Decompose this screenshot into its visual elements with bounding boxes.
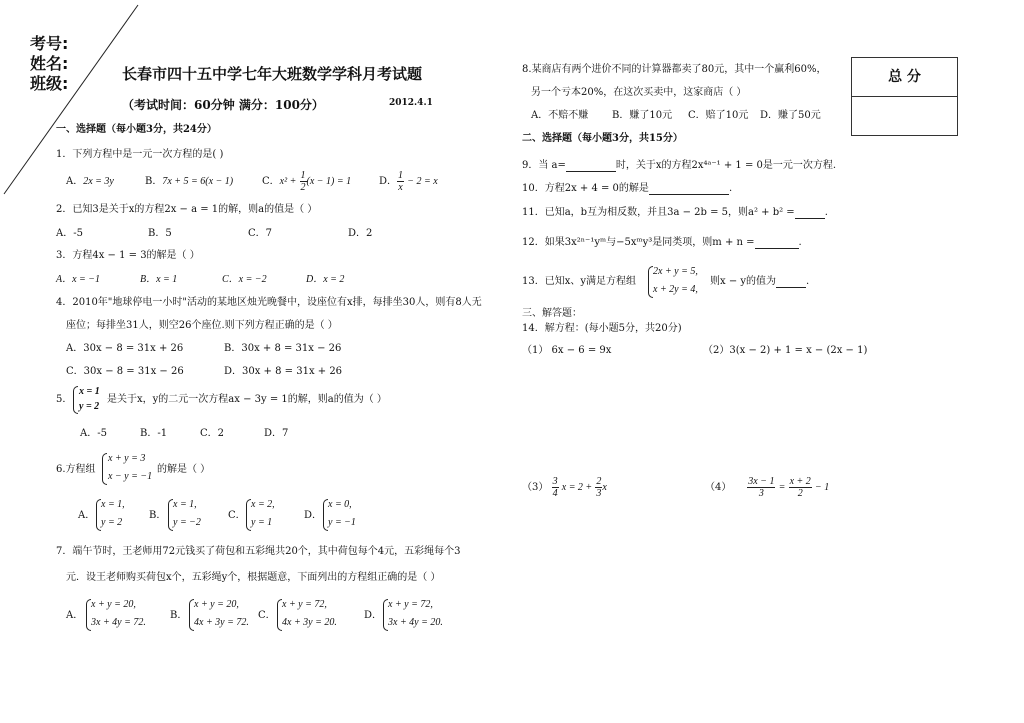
q7-option-c-label[interactable]: C． [258,610,276,621]
q6-option-c-line2: y = 1 [251,517,273,528]
q7-option-b-label[interactable]: B． [170,610,188,621]
q5-option-c[interactable]: C．2 [200,428,225,439]
q7-option-b-line1: x + y = 20, [194,599,239,610]
q5-option-b[interactable]: B．-1 [140,428,168,439]
q12 [522,236,802,249]
q14-part3-frac1: $\frac{3}{4}$ [552,476,558,499]
q7-option-a-label[interactable]: A． [66,610,84,621]
q3-option-c[interactable]: C．x = −2 [222,274,267,285]
page-title: 长春市四十五中学七年大班数学学科月考试题 [122,65,423,83]
q1-stem: 1．下列方程中是一元一次方程的是( ) [56,149,224,160]
q12-pre: 12．如果3x²ⁿ⁻¹yᵐ与−5xᵐy³是同类项，则m + n = [522,237,755,248]
q2-option-b[interactable]: B．5 [148,228,172,239]
q9-pre: 9．当 a= [522,160,566,171]
q8-option-d[interactable]: D．赚了50元 [760,110,821,121]
q13-system-line1: 2x + y = 5, [653,266,698,277]
q7-option-a-line2: 3x + 4y = 72. [91,617,146,628]
q8-stem-line1: 8.某商店有两个进价不同的计算器都卖了80元，其中一个赢利60%， [522,64,827,75]
section2-heading: 二、选择题（每小题3分，共15分） [522,133,683,144]
q6-option-b-line2: y = −2 [173,517,201,528]
q6-option-b-line1: x = 1, [173,499,197,510]
q1-option-d[interactable]: D． $\frac{1}{x}$ − 2 = x [379,170,438,193]
q11 [522,206,828,219]
q11-answer-blank[interactable] [795,207,825,219]
exam-info: （考试时间：60分钟 满分：100分） [122,98,324,112]
q4-option-b[interactable]: B．30x + 8 = 31x − 26 [224,343,342,354]
q11-post: . [824,207,828,218]
q12-answer-blank[interactable] [755,237,799,249]
q4-option-c[interactable]: C．30x − 8 = 31x − 26 [66,366,184,377]
q7-option-b-line2: 4x + 3y = 72. [194,617,249,628]
q10-post: . [728,183,733,194]
q2-stem: 2．已知3是关于x的方程2x − a = 1的解，则a的值是（ ） [56,204,318,215]
q6-stem-post: 的解是（ ） [157,464,211,475]
q14-part4-end: − 1 [814,482,830,493]
q3-option-b[interactable]: B．x = 1 [140,274,178,285]
q5-brace [73,386,78,414]
q13-end: . [806,276,810,287]
q9 [522,159,836,172]
q7-option-c-line2: 4x + 3y = 20. [282,617,337,628]
q6-option-a-line1: x = 1, [101,499,125,510]
q14-part3-label: （3） [522,482,549,493]
q14-stem: 14．解方程：(每小题5分，共20分) [522,323,682,334]
q2-option-d[interactable]: D．2 [348,228,373,239]
q13-pre: 13．已知x、y满足方程组 [522,276,637,287]
total-score-box [851,57,958,136]
q1-option-b[interactable]: B．7x + 5 = 6(x − 1) [145,176,234,187]
q14-part4 [705,476,829,499]
q6-option-d-line2: y = −1 [328,517,356,528]
q14-part1: （1） 6x − 6 = 9x [522,345,612,356]
q14-part4-label: （4） [705,482,732,493]
q7-stem-line1: 7．端午节时，王老师用72元钱买了荷包和五彩绳共20个，其中荷包每个4元，五彩绳每个3 [56,546,461,557]
q14-part3-mid: x = 2 + [561,482,593,493]
q6-option-d-line1: x = 0, [328,499,352,510]
q7-option-a-line1: x + y = 20, [91,599,136,610]
q2-option-a[interactable]: A．-5 [56,228,83,239]
q14-part3-end: x [602,482,607,493]
q6-system-line2: x − y = −1 [108,471,153,482]
q2-option-c[interactable]: C．7 [248,228,273,239]
q11-pre: 11．已知a，b互为相反数，并且3a − 2b = 5，则a² + b² = [522,207,795,218]
q5-system-line2: y = 2 [79,401,100,412]
q5-option-a[interactable]: A．-5 [80,428,107,439]
q13-answer-blank[interactable] [776,276,806,288]
q6-system-line1: x + y = 3 [108,453,146,464]
q3-option-a[interactable]: A．x = −1 [56,274,101,285]
q9-post: 时，关于x的方程2x⁴ᵃ⁻¹ + 1 = 0是一元一次方程. [615,160,837,171]
q10 [522,182,732,195]
q6-option-a-label[interactable]: A． [78,510,96,521]
class-label: 班级: [30,74,69,93]
q7-option-d-line1: x + y = 72, [388,599,433,610]
section3-heading: 三、解答题： [522,308,582,319]
q6-stem-pre: 6.方程组 [56,464,96,475]
q14-part2: （2）3(x − 2) + 1 = x − (2x − 1) [703,345,868,356]
q6-option-b-label[interactable]: B． [149,510,167,521]
q14-part3-frac2: $\frac{2}{3}$ [596,476,602,499]
total-score-label: 总 分 [852,58,957,97]
exam-date: 2012.4.1 [389,98,433,108]
q6-option-d-label[interactable]: D． [304,510,323,521]
q4-stem-line1: 4．2010年"地球停电一小时"活动的某地区烛光晚餐中，设座位有x排，每排坐30人，则有8人无 [56,297,482,308]
q8-stem-line2: 另一个亏本20%，在这次买卖中，这家商店（ ） [531,87,747,98]
name-label: 姓名: [30,54,69,73]
q8-option-c[interactable]: C．赔了10元 [688,110,749,121]
q1-option-c[interactable]: C．x² + $\frac{1}{2}$ (x − 1) = 1 [262,170,352,193]
q4-option-d[interactable]: D．30x + 8 = 31x + 26 [224,366,343,377]
student-info-labels [30,34,68,94]
q4-option-a[interactable]: A．30x − 8 = 31x + 26 [66,343,184,354]
section1-heading: 一、选择题（每小题3分，共24分） [56,124,217,135]
q12-post: . [798,237,802,248]
q1-option-a[interactable]: A．2x = 3y [66,176,114,187]
q14-part4-mid: = [778,482,786,493]
q5-option-d[interactable]: D．7 [264,428,289,439]
q14-part4-frac2: $\frac{x + 2}{2}$ [789,476,811,499]
q6-option-c-line1: x = 2, [251,499,275,510]
q7-option-c-line1: x + y = 72, [282,599,327,610]
q5-stem: 是关于x，y的二元一次方程ax − 3y = 1的解，则a的值为（ ） [107,394,387,405]
q10-pre: 10．方程2x + 4 = 0的解是 [522,183,649,194]
q3-stem: 3．方程4x − 1 = 3的解是（ ） [56,250,200,261]
q3-option-d[interactable]: D．x = 2 [306,274,345,285]
q8-option-b[interactable]: B．赚了10元 [612,110,673,121]
q5-number: 5． [56,394,73,405]
q14-part3 [522,476,607,499]
q6-brace [102,453,107,485]
q9-answer-blank[interactable] [566,160,616,172]
q5-system-line1: x = 1 [79,386,100,397]
q8-option-a[interactable]: A．不赔不赚 [531,110,589,121]
q7-option-d-line2: 3x + 4y = 20. [388,617,443,628]
q6-option-a-line2: y = 2 [101,517,123,528]
total-score-entry[interactable] [852,97,957,135]
q13-system-line2: x + 2y = 4, [653,284,698,295]
q14-part4-frac1: $\frac{3x - 1}{3}$ [748,476,775,499]
exam-number-label: 考号: [30,34,69,53]
q7-option-d-label[interactable]: D． [364,610,383,621]
q7-stem-line2: 元．设王老师购买荷包x个，五彩绳y个，根据题意，下面列出的方程组正确的是（ ） [66,572,441,583]
q10-answer-blank[interactable] [649,183,729,195]
q13-post-wrap [710,275,809,288]
q13-post: 则x − y的值为 [710,276,777,287]
q6-option-c-label[interactable]: C． [228,510,246,521]
q4-stem-line2: 座位；每排坐31人，则空26个座位.则下列方程正确的是（ ） [66,320,338,331]
